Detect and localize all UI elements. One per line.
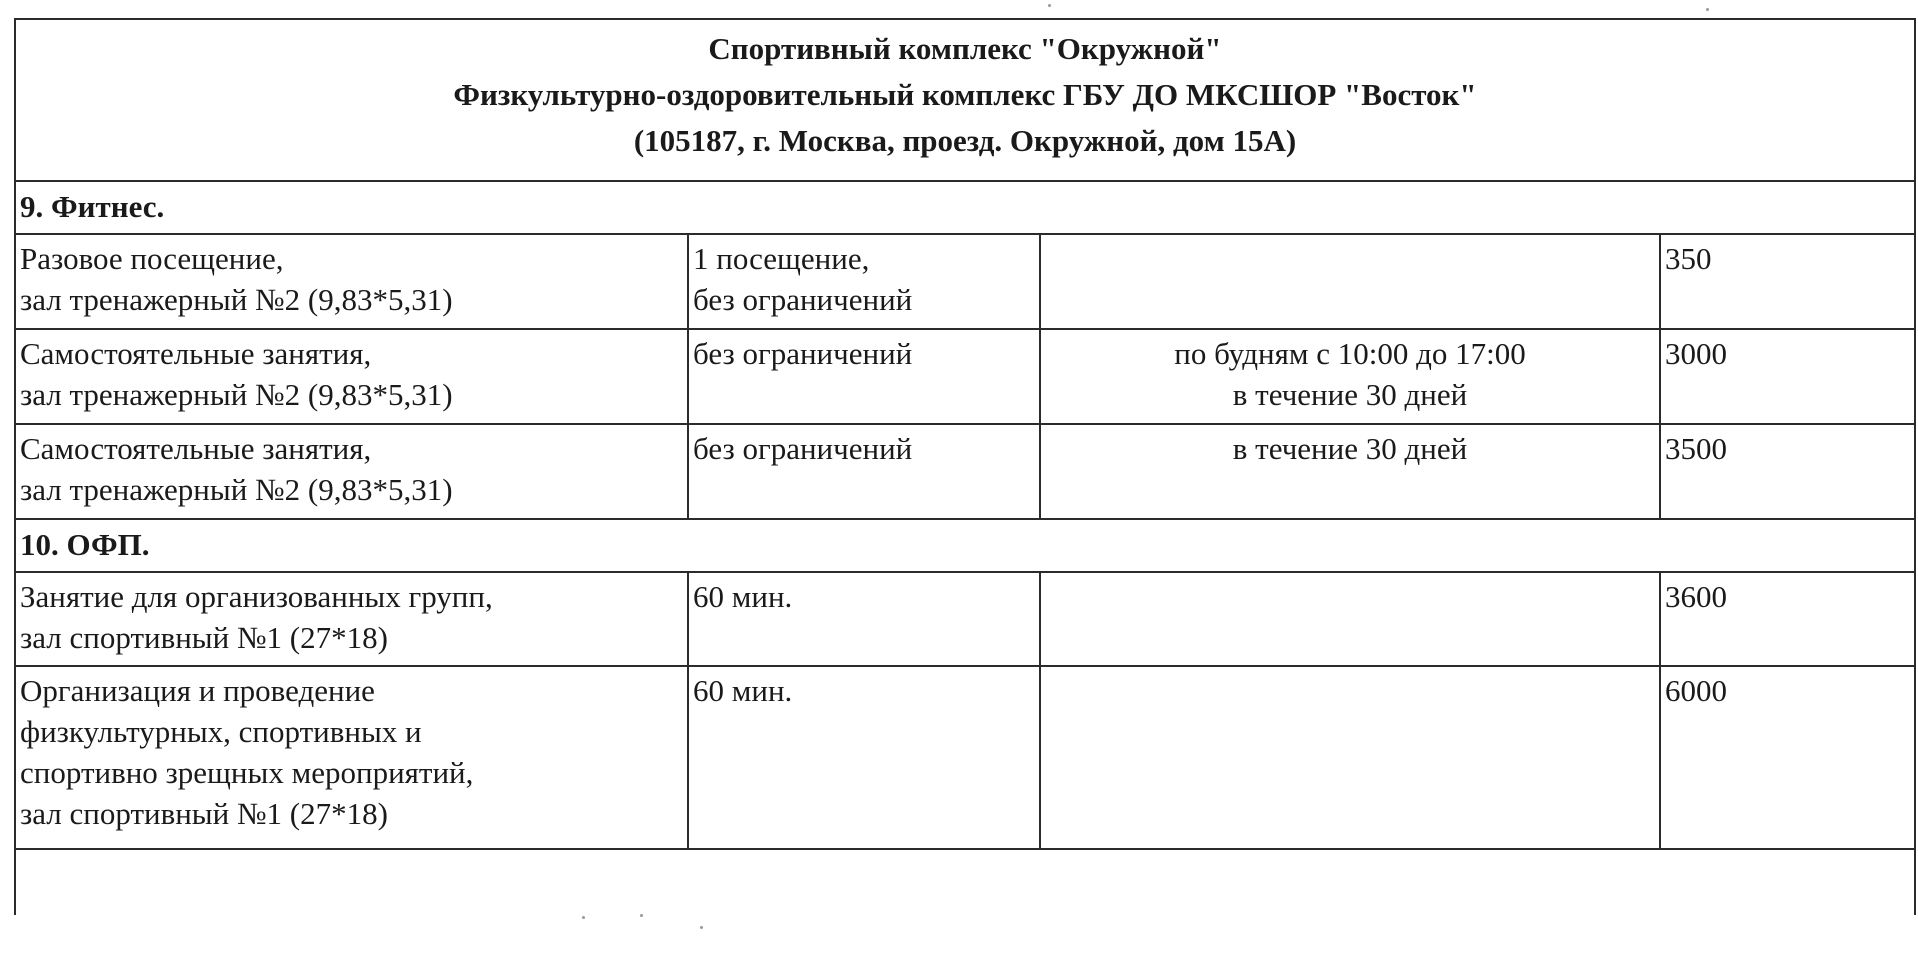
service-name-line: Организация и проведение: [20, 673, 375, 708]
service-name-cell: [15, 234, 688, 329]
condition-line: в течение 30 дней: [1232, 377, 1468, 412]
scan-speck: [1706, 8, 1709, 11]
header-address: (105187, г. Москва, проезд. Окружной, дом 15А): [633, 123, 1297, 158]
service-name-line: зал спортивный №1 (27*18): [20, 620, 388, 655]
service-name-cell: [15, 572, 688, 666]
header-row: [15, 19, 1915, 181]
table-row-continuation: [15, 849, 1915, 915]
section-row: [15, 181, 1915, 234]
header-organization: Физкультурно-оздоровительный комплекс ГБУ ДО МКСШОР "Восток": [453, 77, 1477, 112]
price-list-sheet: [14, 18, 1914, 958]
duration-line: 60 мин.: [693, 579, 793, 614]
duration-cell: [688, 424, 1040, 519]
service-name-line: спортивно зрещных мероприятий,: [20, 755, 474, 790]
duration-cell: [688, 234, 1040, 329]
service-name-line: зал тренажерный №2 (9,83*5,31): [20, 377, 453, 412]
document-header: [15, 19, 1915, 181]
service-name-cell: [15, 666, 688, 849]
service-name-line: Самостоятельные занятия,: [20, 336, 372, 371]
duration-line: 1 посещение,: [693, 241, 870, 276]
table-row: [15, 572, 1915, 666]
scan-speck: [582, 916, 585, 919]
condition-cell: [1040, 424, 1660, 519]
service-name-line: Занятие для организованных групп,: [20, 579, 493, 614]
table-row: [15, 234, 1915, 329]
header-complex-name: Спортивный комплекс "Окружной": [708, 31, 1222, 66]
table-row: [15, 329, 1915, 424]
condition-cell: [1040, 572, 1660, 666]
section-title-fitness: 9. Фитнес.: [15, 181, 1915, 234]
service-name-line: зал спортивный №1 (27*18): [20, 796, 388, 831]
condition-cell: [1040, 234, 1660, 329]
condition-line: по будням с 10:00 до 17:00: [1174, 336, 1526, 371]
duration-line: 60 мин.: [693, 673, 793, 708]
duration-line: без ограничений: [693, 336, 913, 371]
service-name-line: Разовое посещение,: [20, 241, 284, 276]
service-name-cell: [15, 424, 688, 519]
continuation-cell: [15, 849, 1915, 915]
scan-speck: [640, 914, 643, 917]
price-cell: 6000: [1660, 666, 1915, 849]
table-row: [15, 424, 1915, 519]
price-cell: 3000: [1660, 329, 1915, 424]
section-row: [15, 519, 1915, 572]
service-name-line: зал тренажерный №2 (9,83*5,31): [20, 472, 453, 507]
duration-cell: [688, 666, 1040, 849]
service-name-line: Самостоятельные занятия,: [20, 431, 372, 466]
price-cell: 3500: [1660, 424, 1915, 519]
duration-cell: [688, 329, 1040, 424]
section-title-ofp: 10. ОФП.: [15, 519, 1915, 572]
scan-speck: [700, 926, 703, 929]
condition-cell: [1040, 329, 1660, 424]
service-name-line: физкультурных, спортивных и: [20, 714, 422, 749]
price-cell: 3600: [1660, 572, 1915, 666]
price-cell: 350: [1660, 234, 1915, 329]
duration-line: без ограничений: [693, 282, 913, 317]
service-name-cell: [15, 329, 688, 424]
service-name-line: зал тренажерный №2 (9,83*5,31): [20, 282, 453, 317]
condition-cell: [1040, 666, 1660, 849]
scan-speck: [1048, 4, 1051, 7]
duration-cell: [688, 572, 1040, 666]
condition-line: в течение 30 дней: [1232, 431, 1468, 466]
price-table: [14, 18, 1916, 915]
duration-line: без ограничений: [693, 431, 913, 466]
table-row: [15, 666, 1915, 849]
